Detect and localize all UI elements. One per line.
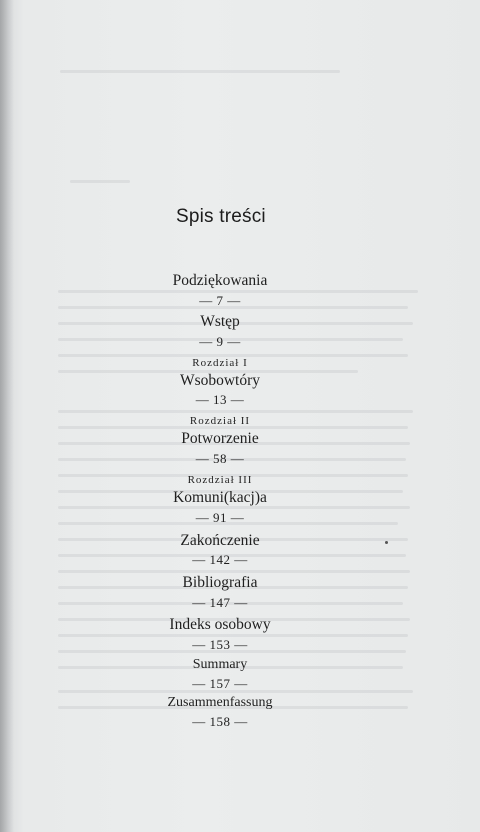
show-through-line [70,180,130,183]
show-through-line [58,570,410,573]
toc-chapter-label: Rozdział I [192,357,248,369]
toc-entry-title: Zakończenie [180,532,260,549]
page-title: Spis treści [176,206,266,227]
toc-entry-title: Wstęp [200,313,240,330]
toc-entry-title: Summary [192,657,248,672]
toc-entry-page: — 147 — [192,595,248,610]
show-through-line [60,70,340,73]
toc-entry-page: — 58 — [195,451,245,466]
toc-entry-page: — 91 — [195,510,245,525]
toc-entry-page: — 158 — [192,714,248,729]
toc-entry-title: Zusammenfassung [167,695,273,710]
toc-entry-title: Podziękowania [172,272,268,289]
toc-entry-title: Komuni(kacj)a [173,489,267,506]
toc-entry-page: — 7 — [199,293,241,308]
toc-entry-page: — 142 — [192,552,248,567]
toc-entry-page: — 153 — [192,637,248,652]
toc-entry-page: — 13 — [195,392,245,407]
toc-entry-page: — 157 — [192,676,248,691]
paper-speck [385,541,388,544]
toc-entry-page: — 9 — [199,334,241,349]
toc-entry-title: Bibliografia [182,574,258,591]
toc-entry-title: Potworzenie [181,430,259,447]
show-through-line [58,410,413,413]
toc-entry-title: Wsobowtóry [179,372,261,389]
toc-chapter-label: Rozdział II [189,415,251,427]
toc-chapter-label: Rozdział III [187,474,253,486]
toc-entry-title: Indeks osobowy [169,616,271,633]
